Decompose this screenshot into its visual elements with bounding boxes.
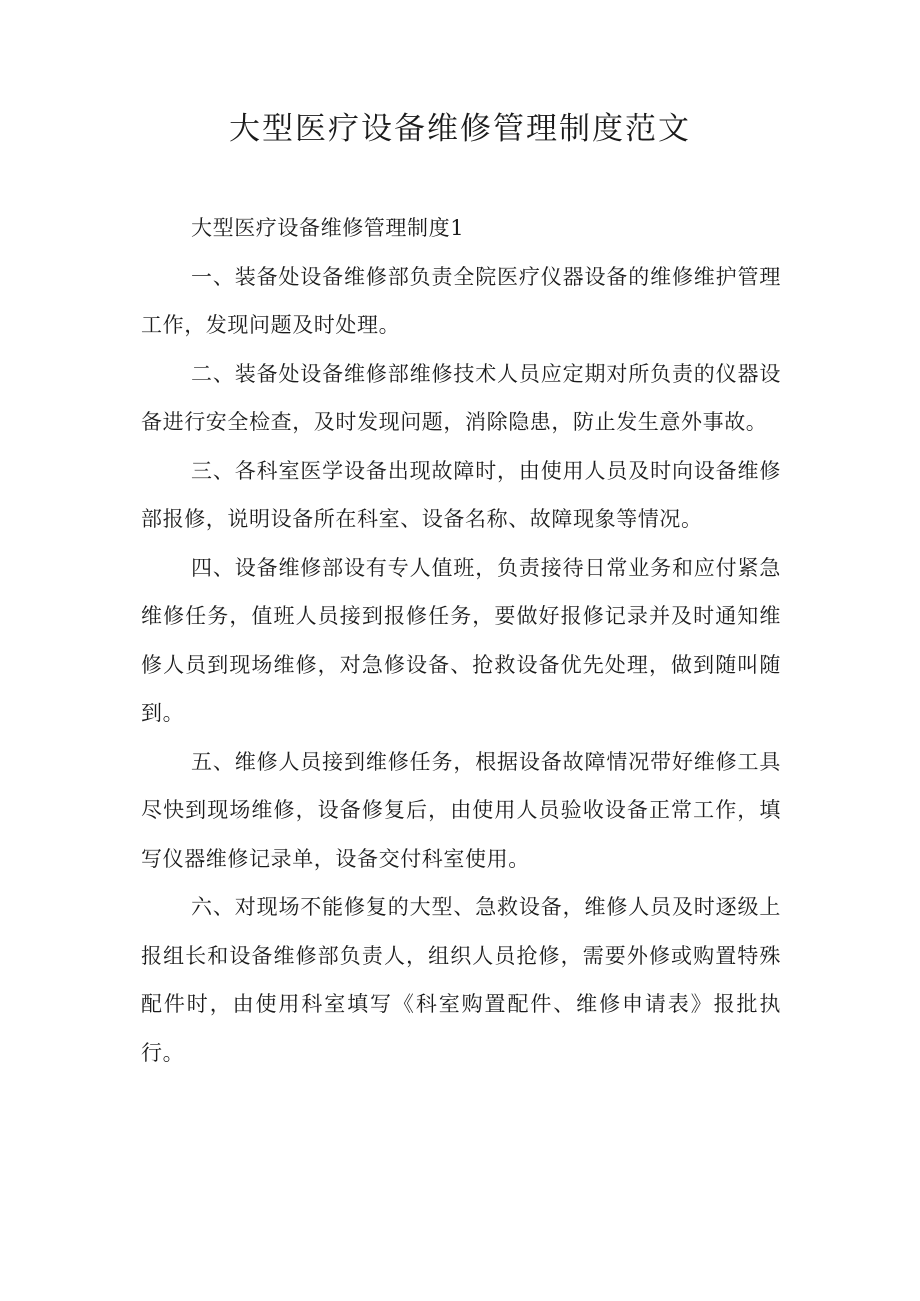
- paragraph-1: 一、装备处设备维修部负责全院医疗仪器设备的维修维护管理工作，发现问题及时处理。: [141, 264, 781, 337]
- document-body: [141, 204, 781, 1077]
- paragraph-4: 四、设备维修部设有专人值班，负责接待日常业务和应付紧急维修任务，值班人员接到报修任务，要做好报修记录并及时通知维修人员到现场维修，对急修设备、抢救设备优先处理，做到随叫随到。: [141, 555, 781, 725]
- paragraph-3: 三、各科室医学设备出现故障时，由使用人员及时向设备维修部报修，说明设备所在科室、设备名称、故障现象等情况。: [141, 458, 781, 531]
- paragraph-6: 六、对现场不能修复的大型、急救设备，维修人员及时逐级上报组长和设备维修部负责人，组织人员抢修，需要外修或购置特殊配件时，由使用科室填写《科室购置配件、维修申请表》报批执行。: [141, 895, 781, 1065]
- document-title: 大型医疗设备维修管理制度范文: [229, 111, 691, 147]
- section-heading: 大型医疗设备维修管理制度1: [191, 216, 465, 240]
- paragraph-2: 二、装备处设备维修部维修技术人员应定期对所负责的仪器设备进行安全检查，及时发现问题，消除隐患，防止发生意外事故。: [141, 361, 781, 434]
- paragraph-5: 五、维修人员接到维修任务，根据设备故障情况带好维修工具尽快到现场维修，设备修复后，由使用人员验收设备正常工作，填写仪器维修记录单，设备交付科室使用。: [141, 749, 781, 871]
